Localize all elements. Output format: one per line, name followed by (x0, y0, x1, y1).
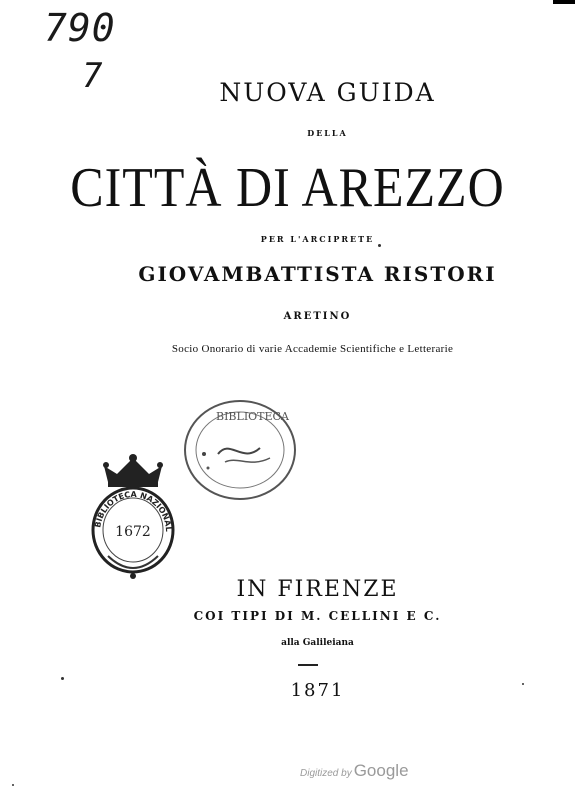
crowned-stamp-text: BIBLIOTECA NAZIONALE CENTRALE (82, 445, 174, 532)
scan-corner-mark (553, 0, 575, 4)
scan-speck (522, 683, 524, 685)
watermark-prefix: Digitized by (300, 768, 352, 779)
author-name: GIOVAMBATTISTA RISTORI (138, 262, 497, 286)
handwritten-sub-number: 7 (82, 56, 103, 96)
title-line-della: DELLA (307, 128, 348, 138)
scan-speck (12, 784, 14, 786)
round-library-stamp (180, 398, 300, 502)
scan-speck (61, 677, 64, 680)
watermark-brand: Google (353, 761, 409, 780)
scan-speck (378, 244, 381, 247)
page-title: CITTÀ DI AREZZO (70, 155, 505, 219)
handwritten-shelf-number: 790 (44, 6, 116, 50)
title-line-nuova-guida: NUOVA GUIDA (219, 78, 436, 107)
digitization-watermark (300, 761, 409, 781)
crowned-library-stamp (82, 445, 180, 592)
imprint-printer: COI TIPI DI M. CELLINI E C. (193, 609, 442, 623)
stamp-year: 1672 (115, 524, 151, 540)
author-origin: ARETINO (283, 311, 352, 322)
imprint-city: IN FIRENZE (236, 577, 399, 602)
round-stamp-text: BIBLIOTECA (216, 410, 289, 423)
imprint-address: alla Galileiana (281, 638, 354, 648)
crown-icon (103, 454, 163, 487)
author-prefix: PER L'ARCIPRETE (260, 234, 375, 244)
imprint-divider (298, 664, 318, 666)
imprint-year: 1871 (290, 680, 345, 701)
author-membership: Socio Onorario di varie Accademie Scientifiche e Letterarie (171, 343, 454, 355)
